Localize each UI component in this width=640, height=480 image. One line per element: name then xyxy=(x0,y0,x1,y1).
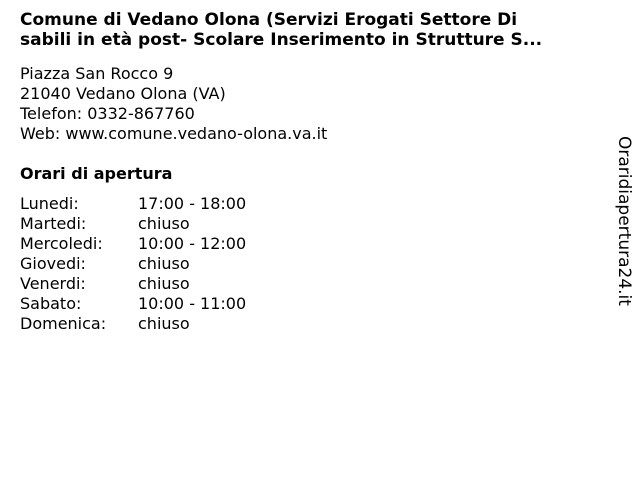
day-label: Lunedi: xyxy=(20,194,79,213)
day-hours: 10:00 - 11:00 xyxy=(138,294,247,313)
day-label: Venerdi: xyxy=(20,274,86,293)
watermark-text: Oraridiapertura24.it xyxy=(614,136,634,306)
day-hours: chiuso xyxy=(138,274,190,293)
day-label: Giovedi: xyxy=(20,254,86,273)
day-hours: chiuso xyxy=(138,254,190,273)
title-line-2: sabili in età post- Scolare Inserimento in Strutture S... xyxy=(20,30,543,50)
day-label: Domenica: xyxy=(20,314,107,333)
day-hours: chiuso xyxy=(138,314,190,333)
day-label: Martedi: xyxy=(20,214,87,233)
title-line-1: Comune di Vedano Olona (Servizi Erogati Settore Di xyxy=(20,10,518,30)
day-label: Sabato: xyxy=(20,294,82,313)
website-url: Web: www.comune.vedano-olona.va.it xyxy=(20,124,328,143)
opening-hours-heading: Orari di apertura xyxy=(20,164,173,183)
day-label: Mercoledi: xyxy=(20,234,103,253)
phone-number: Telefon: 0332-867760 xyxy=(20,104,195,123)
day-hours: 10:00 - 12:00 xyxy=(138,234,247,253)
day-hours: chiuso xyxy=(138,214,190,233)
city-address: 21040 Vedano Olona (VA) xyxy=(20,84,226,103)
page-title xyxy=(20,10,620,50)
address-block xyxy=(20,64,327,144)
day-hours: 17:00 - 18:00 xyxy=(138,194,247,213)
site-watermark xyxy=(610,136,640,308)
street-address: Piazza San Rocco 9 xyxy=(20,64,174,83)
